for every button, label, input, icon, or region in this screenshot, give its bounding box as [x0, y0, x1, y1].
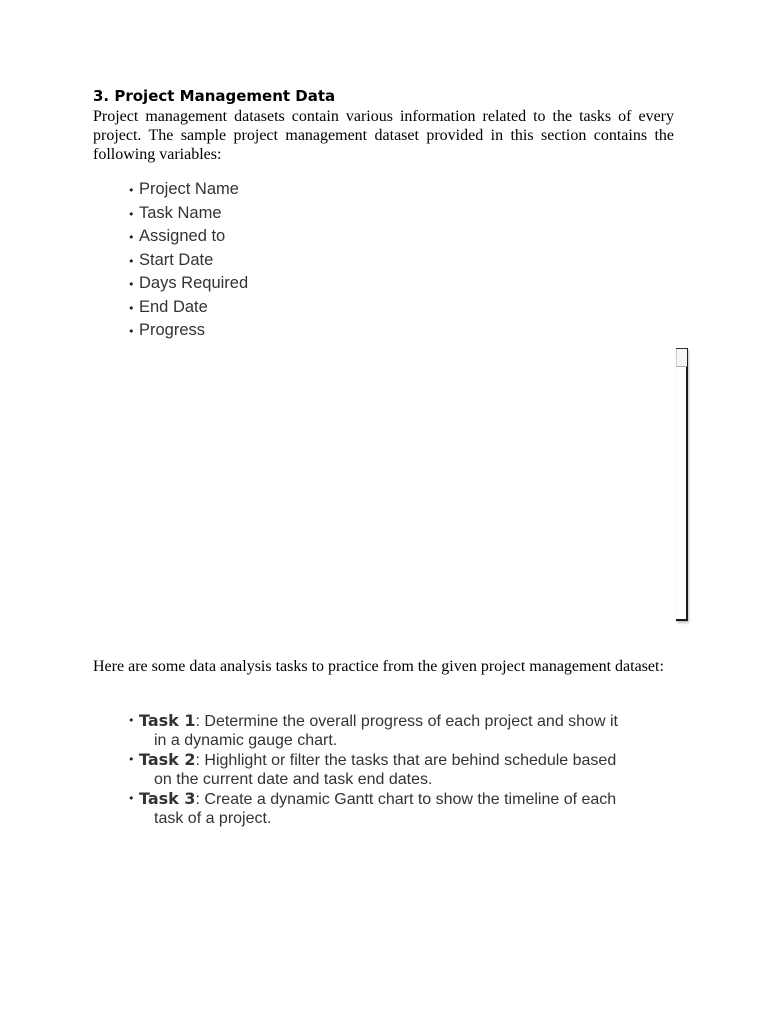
list-item: [128, 296, 248, 320]
variable-name: Task Name: [139, 203, 222, 222]
intro-paragraph: Project management datasets contain various information related to the tasks of every project. The sample project management dataset provided in this section contains the following variables:: [93, 108, 674, 163]
bullet-icon: •: [128, 184, 135, 197]
variable-name: Days Required: [139, 274, 249, 292]
variable-name: End Date: [139, 297, 208, 316]
variable-name: Progress: [139, 321, 206, 339]
task-description-continued: task of a project.: [154, 810, 272, 827]
list-item: [128, 225, 248, 249]
bullet-icon: •: [128, 254, 135, 268]
tasks-list: [128, 711, 674, 828]
bullet-icon: •: [128, 278, 135, 291]
task-description: : Highlight or filter the tasks that are behind schedule based: [195, 752, 617, 769]
embedded-object-frame: [676, 348, 688, 621]
bullet-icon: •: [128, 325, 135, 338]
task-description: : Create a dynamic Gantt chart to show the timeline of each: [195, 791, 617, 808]
variable-name: Project Name: [139, 180, 239, 198]
task-description-continued: on the current date and task end dates.: [154, 771, 433, 788]
bullet-icon: •: [128, 714, 135, 727]
bullet-icon: •: [128, 753, 135, 766]
list-item: [128, 789, 674, 828]
variables-list: [128, 178, 248, 343]
list-item: [128, 272, 248, 296]
section-heading: 3. Project Management Data: [93, 87, 336, 105]
bullet-icon: •: [128, 792, 135, 805]
bullet-icon: •: [128, 301, 135, 315]
list-item: [128, 319, 248, 343]
frame-handle: [676, 349, 687, 367]
bullet-icon: •: [128, 231, 135, 244]
variable-name: Start Date: [139, 250, 214, 269]
list-item: [128, 750, 674, 789]
list-item: [128, 202, 248, 226]
task-label: Task 2: [139, 750, 196, 769]
task-label: Task 3: [139, 789, 196, 808]
list-item: [128, 249, 248, 273]
variable-name: Assigned to: [139, 227, 226, 245]
tasks-intro-paragraph: Here are some data analysis tasks to practice from the given project management dataset:: [93, 658, 664, 675]
bullet-icon: •: [128, 207, 135, 221]
list-item: [128, 711, 674, 750]
task-description: : Determine the overall progress of each project and show it: [195, 713, 618, 730]
task-label: Task 1: [139, 711, 196, 730]
list-item: [128, 178, 248, 202]
task-description-continued: in a dynamic gauge chart.: [154, 732, 338, 749]
